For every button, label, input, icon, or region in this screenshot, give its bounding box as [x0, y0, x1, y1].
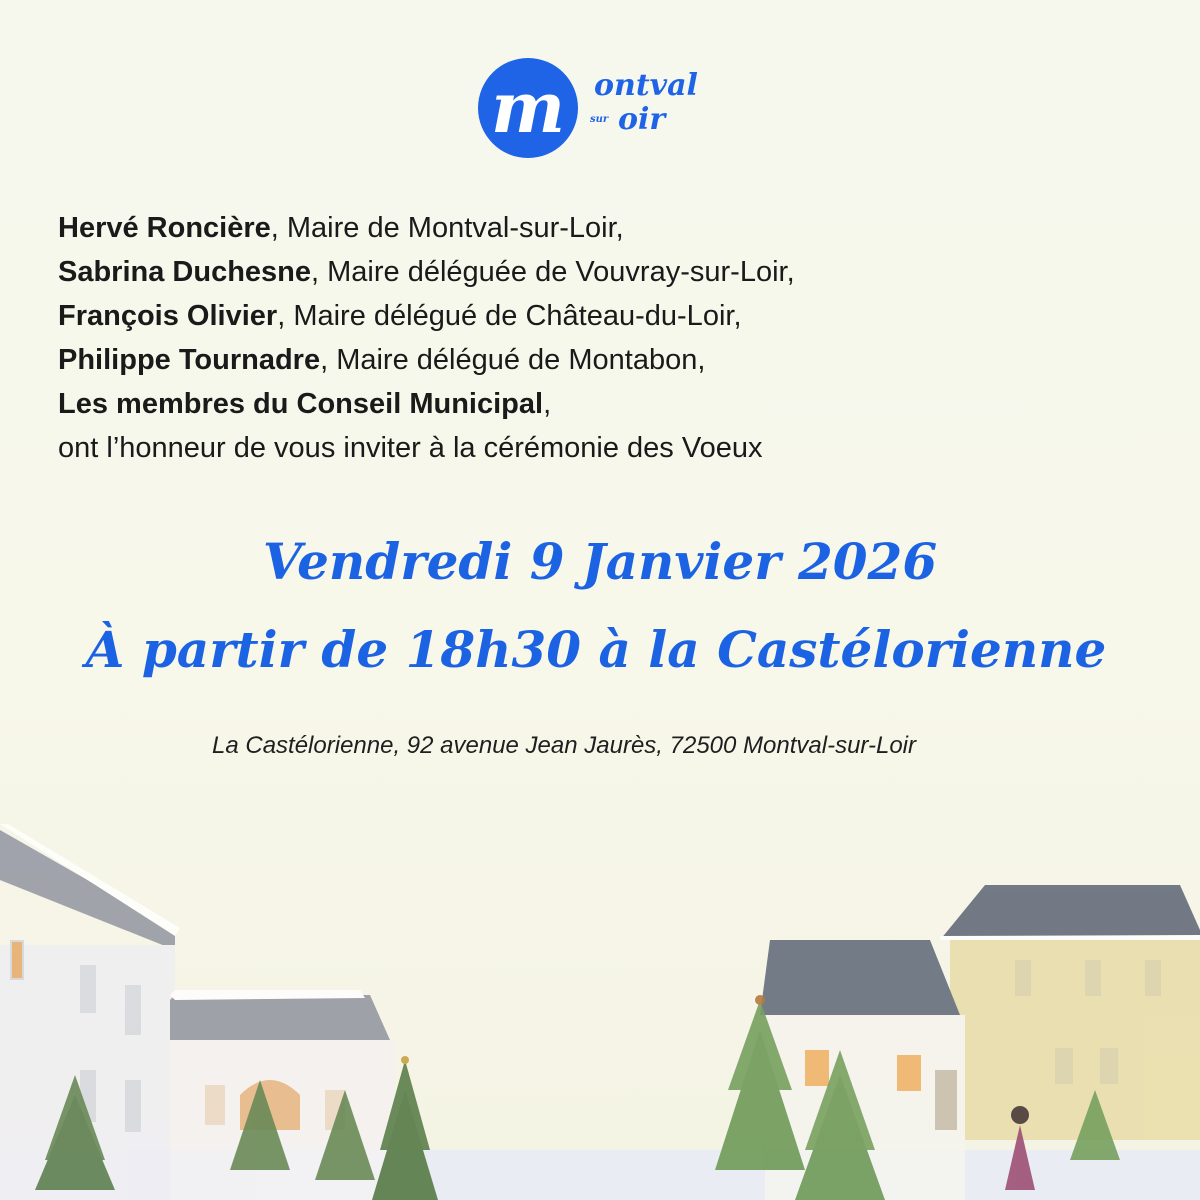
official-role: , [543, 388, 552, 420]
montval-logo [478, 58, 738, 158]
logo-word-sur: sur [590, 114, 609, 125]
logo-word-oir: oir [618, 102, 666, 137]
official-line [58, 382, 1058, 426]
official-line [58, 294, 1058, 338]
logo-word-ontval: ontval [594, 68, 698, 103]
event-date: Vendredi 9 Janvier 2026 [262, 532, 938, 591]
official-role: , Maire de Montval-sur-Loir, [270, 212, 624, 244]
official-line [58, 250, 1058, 294]
official-line [58, 338, 1058, 382]
official-name: Philippe Tournadre [58, 344, 321, 376]
official-role: , Maire délégué de Château-du-Loir, [277, 300, 742, 332]
event-time-venue: À partir de 18h30 à la Castélorienne [85, 620, 1107, 679]
official-line [58, 206, 1058, 250]
official-name: François Olivier [58, 300, 278, 332]
official-role: , Maire délégué de Montabon, [320, 344, 706, 376]
official-name: Les membres du Conseil Municipal [58, 388, 544, 420]
invitation-text [58, 206, 1058, 470]
logo-monogram: m [478, 58, 578, 158]
winter-village-illustration [0, 790, 1200, 1200]
official-name: Sabrina Duchesne [58, 256, 312, 288]
official-name: Hervé Roncière [58, 212, 271, 244]
event-address: La Castélorienne, 92 avenue Jean Jaurès, 72500 Montval-sur-Loir [212, 732, 916, 759]
official-role: , Maire déléguée de Vouvray-sur-Loir, [311, 256, 795, 288]
invitation-closing: ont l’honneur de vous inviter à la cérémonie des Voeux [58, 432, 763, 464]
